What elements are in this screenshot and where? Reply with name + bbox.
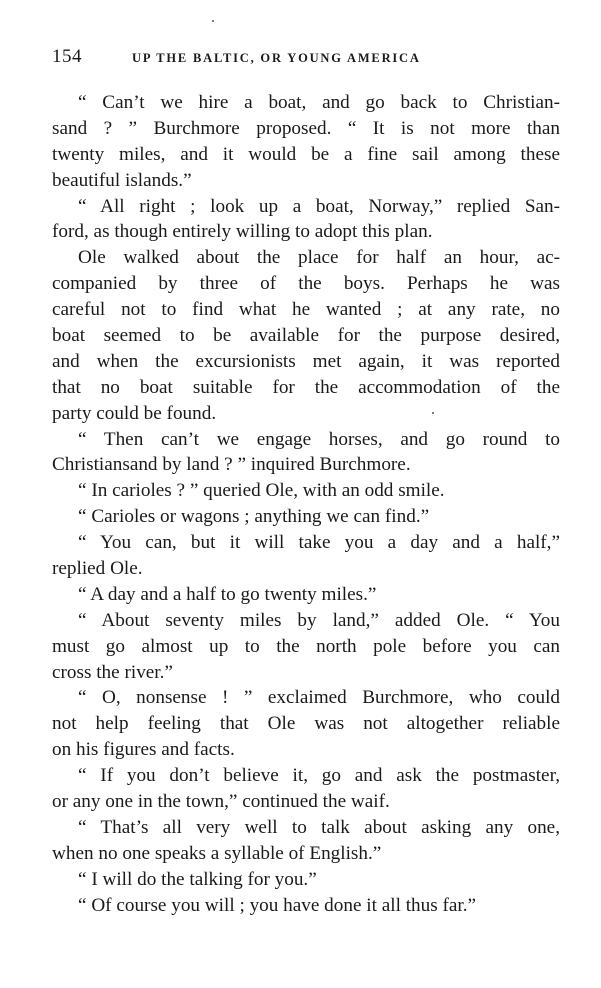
text-line: “ Carioles or wagons ; anything we can find.” <box>78 506 430 528</box>
text-line: twenty miles, and it would be a fine sail among these <box>52 143 560 165</box>
text-line: ford, as though entirely willing to adopt this plan. <box>52 221 433 243</box>
text-line: not help feeling that Ole was not altogether reliable <box>52 713 560 735</box>
body-text <box>52 90 560 919</box>
text-line: companied by three of the boys. Perhaps he was <box>52 273 560 295</box>
text-line: on his figures and facts. <box>52 739 235 761</box>
text-line: and when the excursionists met again, it was reported <box>52 350 560 372</box>
text-line: “ A day and a half to go twenty miles.” <box>78 583 377 605</box>
text-line: “ Can’t we hire a boat, and go back to Christian- <box>78 92 560 113</box>
page-number: 154 <box>52 46 82 67</box>
text-line: boat seemed to be available for the purpose desired, <box>52 325 560 347</box>
text-line: must go almost up to the north pole before you can <box>52 635 560 657</box>
text-line: that no boat suitable for the accommodation of the <box>52 376 560 398</box>
text-line: “ If you don’t believe it, go and ask the postmaster, <box>78 765 560 787</box>
text-line: “ Of course you will ; you have done it all thus far.” <box>78 894 477 916</box>
text-line: party could be found. <box>52 402 217 424</box>
text-line: Ole walked about the place for half an hour, ac- <box>78 247 560 269</box>
text-line: “ I will do the talking for you.” <box>78 868 317 890</box>
text-line: “ All right ; look up a boat, Norway,” replied San- <box>78 195 560 217</box>
text-line: “ In carioles ? ” queried Ole, with an odd smile. <box>78 480 445 502</box>
page-header <box>52 46 552 70</box>
text-line: “ Then can’t we engage horses, and go round to <box>78 428 560 450</box>
running-head: UP THE BALTIC, OR YOUNG AMERICA <box>132 51 421 65</box>
text-line: replied Ole. <box>52 558 143 580</box>
text-line: or any one in the town,” continued the waif. <box>52 791 390 813</box>
text-line: beautiful islands.” <box>52 169 192 191</box>
ink-speck <box>212 20 214 22</box>
text-line: when no one speaks a syllable of English.” <box>52 842 382 864</box>
text-line: sand ? ” Burchmore proposed. “ It is not more than <box>52 117 560 139</box>
text-line: “ That’s all very well to talk about asking any one, <box>78 816 560 838</box>
text-line: careful not to find what he wanted ; at any rate, no <box>52 299 560 321</box>
text-line: “ O, nonsense ! ” exclaimed Burchmore, who could <box>78 687 560 709</box>
text-line: cross the river.” <box>52 661 173 683</box>
text-line: Christiansand by land ? ” inquired Burchmore. <box>52 454 411 476</box>
text-line: “ About seventy miles by land,” added Ole. “ You <box>78 609 560 631</box>
text-line: “ You can, but it will take you a day and a half,” <box>78 532 560 554</box>
